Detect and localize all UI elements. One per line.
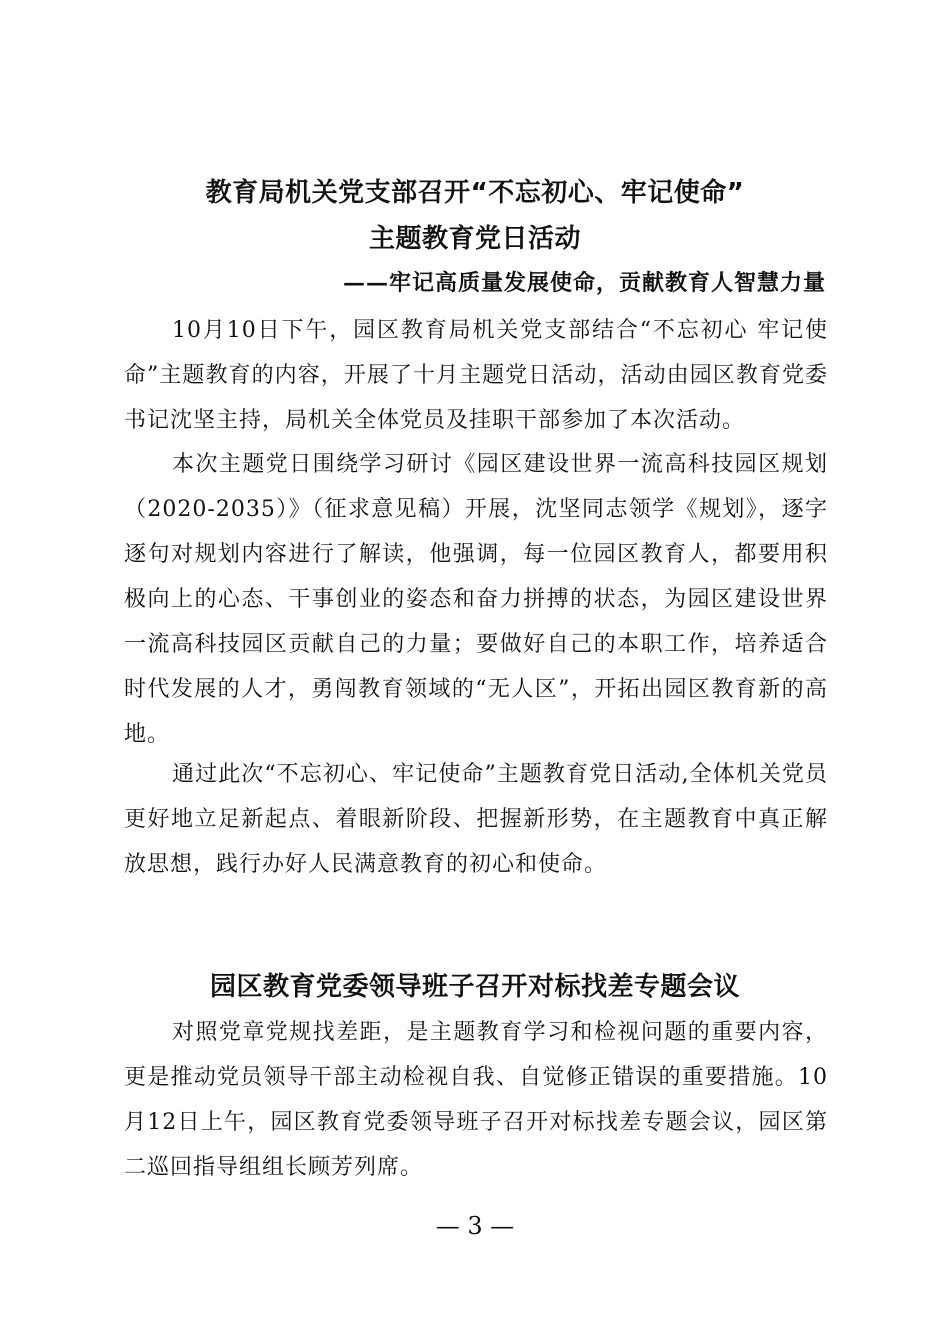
article2-title: 园区教育党委领导班子召开对标找差专题会议 — [209, 972, 740, 1002]
article1-title-line2: 主题教育党日活动 — [368, 224, 581, 254]
page-number: — 3 — — [435, 1212, 515, 1240]
article2-paragraph-1: 对照党章党规找差距，是主题教育学习和检视问题的重要内容，更是推动党员领导干部主动检视自我、自觉修正错误的重要措施。10月12日上午，园区教育党委领导班子召开对标找差专题会议，园区第二巡回指导组组长顾芳列席。 — [124, 1020, 828, 1180]
article1-subtitle: ——牢记高质量发展使命，贡献教育人智慧力量 — [342, 270, 826, 296]
article1-paragraph-1: 10月10日下午，园区教育局机关党支部结合“不忘初心 牢记使命”主题教育的内容，开展了十月主题党日活动，活动由园区教育党委书记沈坚主持，局机关全体党员及挂职干部参加了本次活动。 — [124, 318, 828, 433]
article1-paragraph-2: 本次主题党日围绕学习研讨《园区建设世界一流高科技园区规划（2020-2035）》（征求意见稿）开展，沈坚同志领学《规划》，逐字逐句对规划内容进行了解读，他强调，每一位园区教育人，都要用积极向上的心态、干事创业的姿态和奋力拼搏的状态，为园区建设世界一流高科技园区贡献自己的力量；要做好自己的本职工作，培养适合时代发展的人才，勇闯教育领域的“无人区”，开拓出园区教育新的高地。 — [124, 452, 828, 747]
article1-paragraph-3: 通过此次“不忘初心、牢记使命”主题教育党日活动,全体机关党员更好地立足新起点、着眼新阶段、把握新形势，在主题教育中真正解放思想，践行办好人民满意教育的初心和使命。 — [124, 762, 828, 877]
article1-title-line1: 教育局机关党支部召开“不忘初心、牢记使命” — [205, 178, 745, 208]
